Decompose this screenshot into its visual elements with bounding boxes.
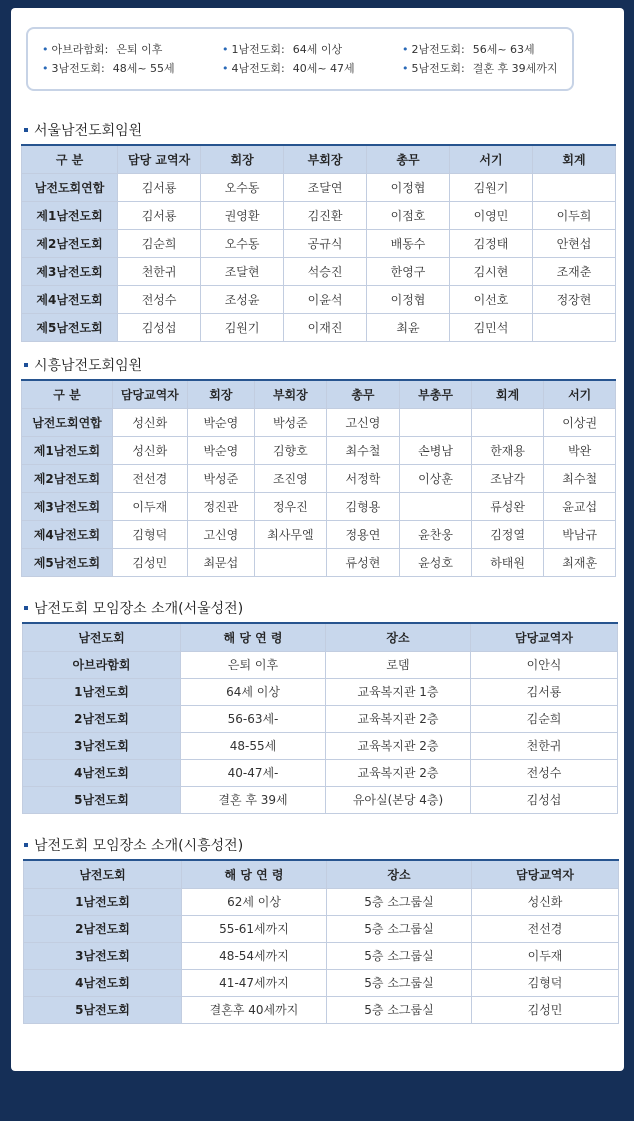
siheung-places-table	[23, 859, 619, 1024]
bullet-dot-icon: •	[402, 43, 409, 56]
column-header: 담당교역자	[471, 623, 618, 651]
table-row	[22, 408, 616, 436]
table-cell	[400, 408, 472, 436]
column-header: 구 분	[22, 380, 113, 408]
table-header-row	[24, 860, 619, 888]
table-cell: 최수철	[544, 464, 616, 492]
column-header: 남전도회	[24, 860, 182, 888]
table-cell: 정용연	[326, 520, 400, 548]
table-row	[24, 969, 619, 996]
table-cell: 전선경	[112, 464, 187, 492]
section-title-siheung-places: 남전도회 모임장소 소개(시흥성전)	[24, 835, 243, 855]
table-cell: 박순영	[187, 408, 254, 436]
table-cell: 안현섭	[532, 229, 615, 257]
table-cell: 고신영	[326, 408, 400, 436]
column-header: 구 분	[22, 145, 118, 173]
table-body	[23, 651, 618, 813]
row-header-cell: 3남전도회	[24, 942, 182, 969]
column-header: 장소	[327, 860, 472, 888]
table-cell: 이영민	[450, 201, 533, 229]
bullet-dot-icon: •	[42, 62, 49, 75]
column-header: 회장	[187, 380, 254, 408]
content-panel	[11, 8, 624, 1071]
table-cell: 서정학	[326, 464, 400, 492]
row-header-cell: 제1남전도회	[22, 436, 113, 464]
table-cell: 56-63세-	[181, 705, 326, 732]
column-header: 회장	[201, 145, 284, 173]
table-cell: 김형덕	[112, 520, 187, 548]
table-cell: 62세 이상	[182, 888, 327, 915]
section-title-seoul-officers: 서울남전도회임원	[24, 120, 142, 140]
table-cell: 김진환	[284, 201, 367, 229]
square-bullet-icon	[24, 606, 28, 610]
bullet-dot-icon: •	[222, 43, 229, 56]
table-cell: 박남규	[544, 520, 616, 548]
table-row	[22, 257, 616, 285]
table-row	[24, 915, 619, 942]
table-cell: 천한귀	[118, 257, 201, 285]
table-cell: 조달현	[201, 257, 284, 285]
row-header-cell: 제2남전도회	[22, 229, 118, 257]
table-cell: 최윤	[367, 313, 450, 341]
table-body	[22, 408, 616, 576]
table-row	[24, 996, 619, 1023]
table-cell: 정장현	[532, 285, 615, 313]
table-cell: 오수동	[201, 229, 284, 257]
table-cell: 김향호	[255, 436, 327, 464]
row-header-cell: 4남전도회	[24, 969, 182, 996]
table-cell: 김순희	[118, 229, 201, 257]
table-cell: 이정협	[367, 285, 450, 313]
table-cell: 공규식	[284, 229, 367, 257]
table-row	[24, 888, 619, 915]
table-cell: 고신영	[187, 520, 254, 548]
row-header-cell: 아브라함회	[23, 651, 181, 678]
table-cell: 김성민	[472, 996, 619, 1023]
table-cell: 이정협	[367, 173, 450, 201]
table-cell: 한영구	[367, 257, 450, 285]
table-cell: 박성준	[187, 464, 254, 492]
row-header-cell: 4남전도회	[23, 759, 181, 786]
table-cell: 성신화	[472, 888, 619, 915]
table-cell: 40-47세-	[181, 759, 326, 786]
table-cell: 전선경	[472, 915, 619, 942]
table-cell: 박성준	[255, 408, 327, 436]
table-cell: 조달연	[284, 173, 367, 201]
square-bullet-icon	[24, 128, 28, 132]
table-cell: 64세 이상	[181, 678, 326, 705]
table-cell: 류성완	[471, 492, 544, 520]
table-cell: 조진영	[255, 464, 327, 492]
table-cell: 김성섭	[471, 786, 618, 813]
table-cell: 김형덕	[472, 969, 619, 996]
table-row	[23, 678, 618, 705]
table-row	[23, 651, 618, 678]
bullet-dot-icon: •	[42, 43, 49, 56]
table-cell: 48-55세	[181, 732, 326, 759]
column-header: 장소	[326, 623, 471, 651]
row-header-cell: 2남전도회	[23, 705, 181, 732]
table-cell: 김민석	[450, 313, 533, 341]
table-cell: 김정열	[471, 520, 544, 548]
table-cell: 48-54세까지	[182, 942, 327, 969]
table-cell: 최문섭	[187, 548, 254, 576]
table-cell: 55-61세까지	[182, 915, 327, 942]
table-cell: 한재용	[471, 436, 544, 464]
row-header-cell: 제3남전도회	[22, 257, 118, 285]
column-header: 회계	[471, 380, 544, 408]
table-cell: 전성수	[118, 285, 201, 313]
table-cell: 교육복지관 2층	[326, 759, 471, 786]
seoul-officers-table	[21, 144, 616, 342]
table-cell: 정진관	[187, 492, 254, 520]
section-title-seoul-places: 남전도회 모임장소 소개(서울성전)	[24, 598, 243, 618]
table-row	[23, 759, 618, 786]
table-cell: 천한귀	[471, 732, 618, 759]
table-cell: 김서룡	[118, 201, 201, 229]
table-cell: 5층 소그룹실	[327, 969, 472, 996]
table-cell: 최사무엘	[255, 520, 327, 548]
legend-item: • 3남전도회: 48세~ 55세	[42, 62, 175, 75]
table-cell: 이상훈	[400, 464, 472, 492]
siheung-officers-table	[21, 379, 616, 577]
table-cell: 조남각	[471, 464, 544, 492]
table-cell: 조성윤	[201, 285, 284, 313]
table-cell: 김순희	[471, 705, 618, 732]
table-cell	[255, 548, 327, 576]
column-header: 총무	[367, 145, 450, 173]
table-cell: 성신화	[112, 436, 187, 464]
table-cell: 권영환	[201, 201, 284, 229]
table-cell	[471, 408, 544, 436]
table-row	[23, 732, 618, 759]
row-header-cell: 1남전도회	[24, 888, 182, 915]
table-row	[23, 705, 618, 732]
table-cell: 이안식	[471, 651, 618, 678]
table-cell: 김원기	[201, 313, 284, 341]
legend-item: • 아브라함회: 은퇴 이후	[42, 43, 163, 56]
table-row	[22, 520, 616, 548]
table-cell: 5층 소그룹실	[327, 888, 472, 915]
table-cell: 정우진	[255, 492, 327, 520]
table-cell: 김원기	[450, 173, 533, 201]
table-cell: 윤찬웅	[400, 520, 472, 548]
legend-item: • 2남전도회: 56세~ 63세	[402, 43, 535, 56]
table-row	[22, 548, 616, 576]
row-header-cell: 5남전도회	[24, 996, 182, 1023]
table-cell	[532, 313, 615, 341]
row-header-cell: 남전도회연합	[22, 173, 118, 201]
table-cell: 윤성호	[400, 548, 472, 576]
table-cell: 이두희	[532, 201, 615, 229]
table-cell: 41-47세까지	[182, 969, 327, 996]
table-cell: 김서룡	[471, 678, 618, 705]
table-cell: 교육복지관 2층	[326, 732, 471, 759]
table-cell: 교육복지관 2층	[326, 705, 471, 732]
table-cell: 5층 소그룹실	[327, 915, 472, 942]
section-title-siheung-officers: 시흥남전도회임원	[24, 355, 142, 375]
table-cell: 류성현	[326, 548, 400, 576]
table-cell: 김성섭	[118, 313, 201, 341]
table-header-row	[22, 145, 616, 173]
table-body	[24, 888, 619, 1023]
bullet-dot-icon: •	[402, 62, 409, 75]
table-cell: 유아실(본당 4층)	[326, 786, 471, 813]
column-header: 담당 교역자	[118, 145, 201, 173]
table-cell: 이상권	[544, 408, 616, 436]
table-cell: 이선호	[450, 285, 533, 313]
row-header-cell: 제5남전도회	[22, 548, 113, 576]
table-cell: 박순영	[187, 436, 254, 464]
table-cell: 성신화	[112, 408, 187, 436]
row-header-cell: 제2남전도회	[22, 464, 113, 492]
table-cell: 김형용	[326, 492, 400, 520]
table-cell: 김서룡	[118, 173, 201, 201]
table-row	[22, 313, 616, 341]
row-header-cell: 제5남전도회	[22, 313, 118, 341]
table-row	[24, 942, 619, 969]
table-cell	[532, 173, 615, 201]
table-row	[22, 285, 616, 313]
square-bullet-icon	[24, 843, 28, 847]
row-header-cell: 제4남전도회	[22, 520, 113, 548]
column-header: 해 당 연 령	[181, 623, 326, 651]
column-header: 총무	[326, 380, 400, 408]
legend-item: • 4남전도회: 40세~ 47세	[222, 62, 355, 75]
row-header-cell: 제3남전도회	[22, 492, 113, 520]
row-header-cell: 3남전도회	[23, 732, 181, 759]
row-header-cell: 2남전도회	[24, 915, 182, 942]
table-body	[22, 173, 616, 341]
column-header: 부회장	[255, 380, 327, 408]
column-header: 회계	[532, 145, 615, 173]
column-header: 담당교역자	[112, 380, 187, 408]
table-row	[22, 201, 616, 229]
table-row	[22, 464, 616, 492]
column-header: 서기	[544, 380, 616, 408]
table-row	[23, 786, 618, 813]
table-cell: 석승진	[284, 257, 367, 285]
square-bullet-icon	[24, 363, 28, 367]
column-header: 부총무	[400, 380, 472, 408]
table-cell: 이두재	[112, 492, 187, 520]
row-header-cell: 5남전도회	[23, 786, 181, 813]
table-cell: 윤교섭	[544, 492, 616, 520]
table-cell: 5층 소그룹실	[327, 942, 472, 969]
table-cell: 결혼 후 39세	[181, 786, 326, 813]
column-header: 담당교역자	[472, 860, 619, 888]
table-cell: 이윤석	[284, 285, 367, 313]
table-cell: 박완	[544, 436, 616, 464]
table-row	[22, 492, 616, 520]
column-header: 남전도회	[23, 623, 181, 651]
table-cell: 최재훈	[544, 548, 616, 576]
table-cell: 5층 소그룹실	[327, 996, 472, 1023]
table-cell: 전성수	[471, 759, 618, 786]
table-cell: 로뎀	[326, 651, 471, 678]
table-row	[22, 436, 616, 464]
table-cell: 손병남	[400, 436, 472, 464]
table-cell: 결혼후 40세까지	[182, 996, 327, 1023]
table-header-row	[22, 380, 616, 408]
table-cell: 이재진	[284, 313, 367, 341]
table-cell: 김성민	[112, 548, 187, 576]
table-row	[22, 229, 616, 257]
table-row	[22, 173, 616, 201]
table-cell	[400, 492, 472, 520]
table-cell: 김정태	[450, 229, 533, 257]
table-cell: 교육복지관 1층	[326, 678, 471, 705]
table-cell: 은퇴 이후	[181, 651, 326, 678]
table-cell: 하태원	[471, 548, 544, 576]
table-cell: 오수동	[201, 173, 284, 201]
row-header-cell: 남전도회연합	[22, 408, 113, 436]
table-cell: 이두재	[472, 942, 619, 969]
column-header: 해 당 연 령	[182, 860, 327, 888]
row-header-cell: 제1남전도회	[22, 201, 118, 229]
column-header: 서기	[450, 145, 533, 173]
legend-item: • 1남전도회: 64세 이상	[222, 43, 343, 56]
age-group-legend	[26, 27, 574, 91]
table-header-row	[23, 623, 618, 651]
table-cell: 최수철	[326, 436, 400, 464]
table-cell: 배동수	[367, 229, 450, 257]
table-cell: 조재춘	[532, 257, 615, 285]
seoul-places-table	[22, 622, 618, 814]
row-header-cell: 제4남전도회	[22, 285, 118, 313]
bullet-dot-icon: •	[222, 62, 229, 75]
table-cell: 이점호	[367, 201, 450, 229]
legend-item: • 5남전도회: 결혼 후 39세까지	[402, 62, 558, 75]
table-cell: 김시현	[450, 257, 533, 285]
column-header: 부회장	[284, 145, 367, 173]
row-header-cell: 1남전도회	[23, 678, 181, 705]
